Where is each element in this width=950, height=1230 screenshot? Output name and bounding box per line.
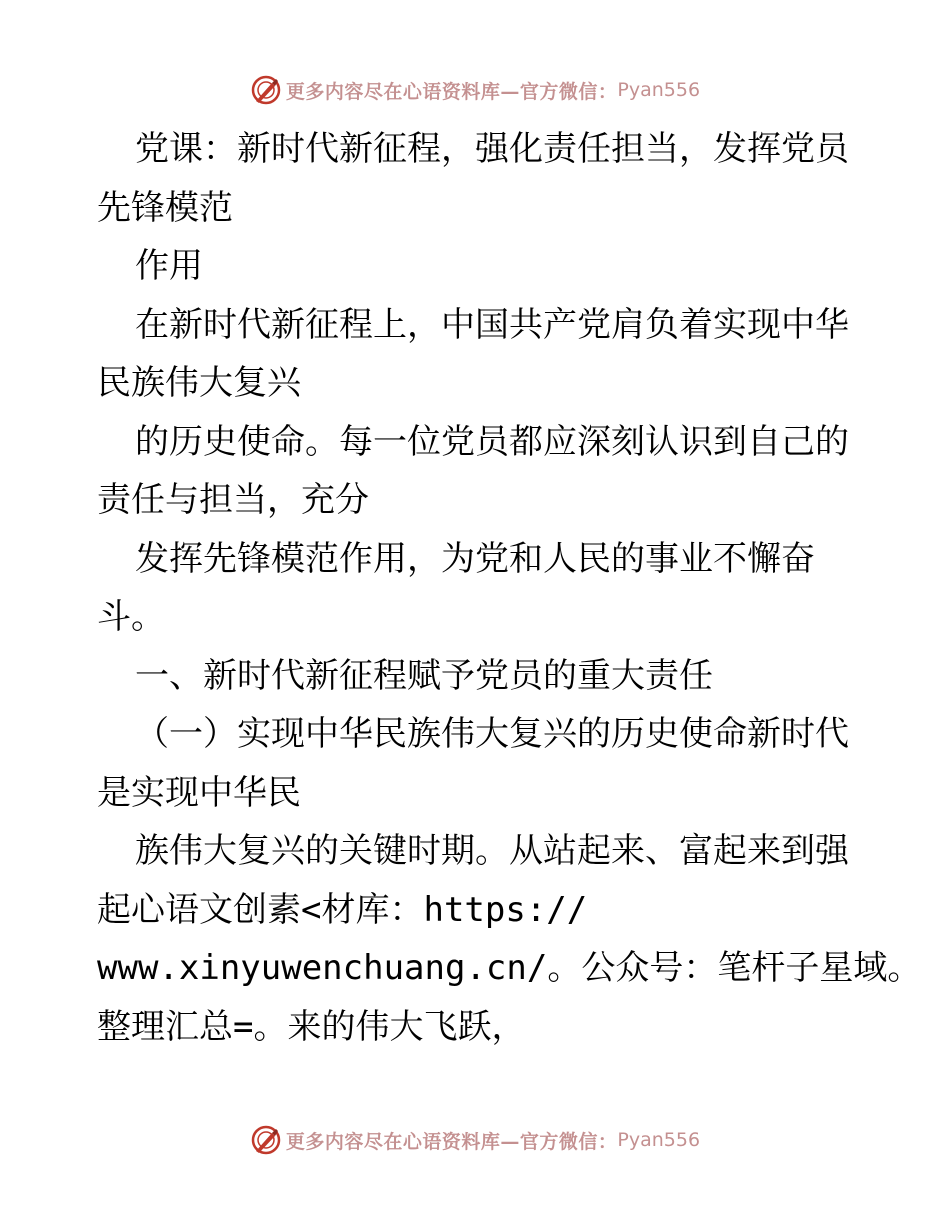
title-line: 党课：新时代新征程，强化责任担当，发挥党员 xyxy=(135,129,849,169)
text-line: 责任与担当，充分 xyxy=(97,480,369,520)
text-line: 整理汇总=。来的伟大飞跃， xyxy=(97,1006,526,1047)
text-line: 起心语文创素<材库：https:// xyxy=(97,889,588,930)
header-slogan: 更多内容尽在心语资料库—官方微信： xyxy=(285,80,618,103)
text-line: 作用 xyxy=(135,246,203,286)
section-heading: 一、新时代新征程赋予党员的重大责任 xyxy=(135,655,713,696)
text-line: 族伟大复兴的关键时期。从站起来、富起来到强 xyxy=(135,831,849,871)
text-line: 民族伟大复兴 xyxy=(97,363,301,403)
subsection-heading: （一）实现中华民族伟大复兴的历史使命新时代 xyxy=(135,714,849,754)
pen-circle-logo-icon xyxy=(250,74,282,106)
text-line: 是实现中华民 xyxy=(97,772,301,813)
footer-slogan: 更多内容尽在心语资料库—官方微信： xyxy=(285,1130,618,1153)
pen-circle-logo-icon xyxy=(250,1124,282,1156)
header-wechat-id: Pyan556 xyxy=(617,79,701,101)
text-line: 在新时代新征程上，中国共产党肩负着实现中华 xyxy=(135,304,849,345)
text-line: 斗。 xyxy=(97,597,165,637)
url-line: www.xinyuwenchuang.cn/。公众号：笔杆子星域。 xyxy=(97,948,922,988)
header-watermark xyxy=(0,70,950,110)
footer-watermark xyxy=(0,1120,950,1160)
text-line: 的历史使命。每一位党员都应深刻认识到自己的 xyxy=(135,421,849,462)
document-body xyxy=(97,120,922,1056)
text-line: 发挥先锋模范作用，为党和人民的事业不懈奋 xyxy=(135,538,815,579)
footer-wechat-id: Pyan556 xyxy=(617,1129,701,1151)
title-line-continued: 先锋模范 xyxy=(97,187,233,228)
